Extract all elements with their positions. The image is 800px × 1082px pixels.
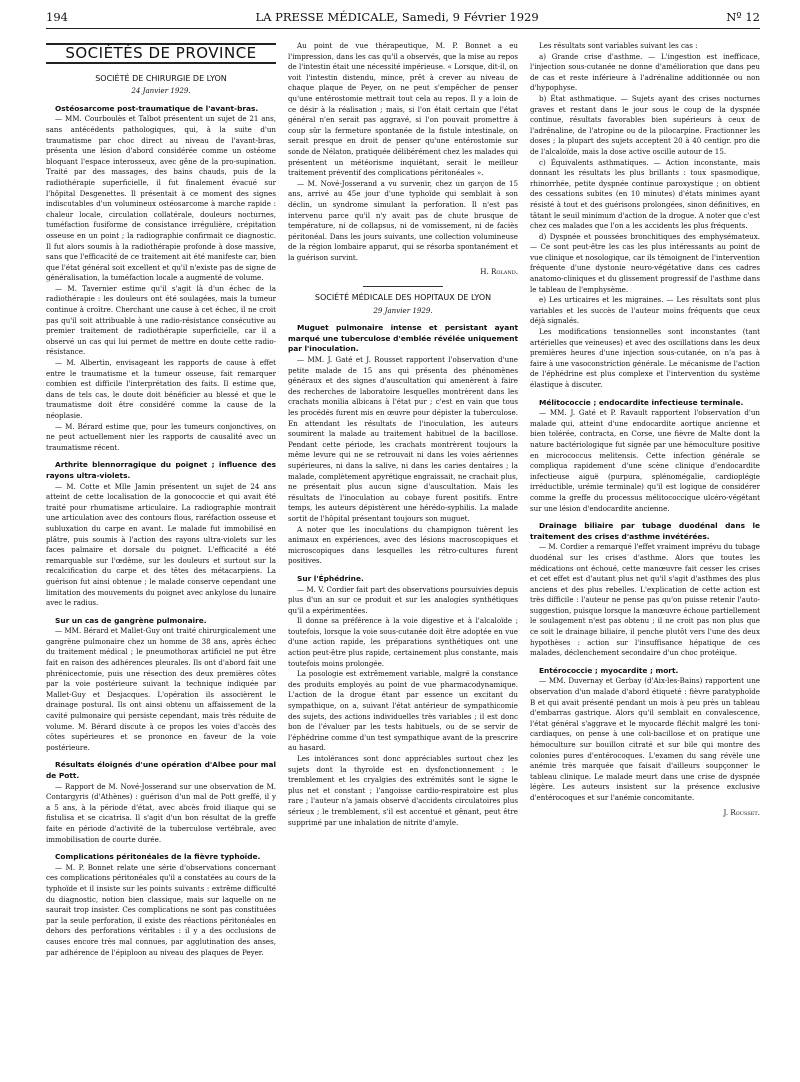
paragraph: — M. Bérard estime que, pour les tumeurs conjonctives, on ne peut actuellement nier les rapports de causalité avec un traumatisme récent. — [46, 421, 276, 452]
session-date: 24 Janvier 1929. — [131, 86, 191, 96]
paragraph: — MM. Duvernay et Gerbay (d'Aix-les-Bains) rapportent une observation d'un malade d'abord étiqueté : fièvre paratyphoïde B et qui avait présenté pendant un mois à peu près un tableau d'embarras gastrique. Alors qu'il semblait en convalescence, l'état général s'aggrave et le myocarde fléchit malgré les toni-cardiaques, on pense à une coli-bacillose et on pratique une hémoculture sur bouillon citraté et sur bile qui montre des colonies pures d'entérocoques. L'examen du sang révèle une anémie très marquée que faisait d'ailleurs soupçonner le tableau clinique. Le malade meurt dans une crise de dyspnée légère. Les auteurs insistent sur la présence exclusive d'entérocoques et sur l'anémie concomitante. — [530, 676, 760, 802]
paragraph: — M. V. Cordier fait part des observations poursuivies depuis plus d'un an sur ce produit et sur les analogies synthétiques qu'il a expérimentées. — [288, 584, 518, 615]
article-title: Arthrite blennorragique du poignet ; influence des rayons ultra-violets. — [46, 460, 276, 480]
signature: J. Rousset. — [723, 807, 760, 817]
paragraph: — MM. J. Gaté et J. Rousset rapportent l'observation d'une petite malade de 15 ans qui présenta des phénomènes généraux et des signes d'auscultation qui amenèrent à faire des recherches de laboratoire lesquelles montrèrent dans les crachats monilia albicans à l'état pur ; c'est en vain que tous les procédés furent mis en œuvre pour dépister la tuberculose. En attendant les résultats de l'inoculation, les auteurs soumirent la malade au traitement habituel de la bacillose. Pendant cette période, les crachats montrèrent toujours la même levure qui ne se retrouvait ni dans les voies aériennes supérieures, ni dans la salive, ni dans les caries dentaires ; la malade, complètement apyrétique engraissait, ne crachait plus, ne présentait plus aucun signe d'auscultation. Mais les résultats de l'inoculation au cobaye furent positifs. Entre temps, les auteurs dépistèrent une hérédo-syphilis. La malade sortit de l'hôpital présentant toujours son muguet. — [288, 355, 518, 523]
paragraph: — M. Cotte et Mlle Jamin présentent un sujet de 24 ans atteint de cette localisation de la gonococcie et qui avait été traité pour rhumatisme articulaire. La radiographie montrait une articulation avec des contours flous, raréfaction osseuse et subluxation du carpe en avant. Le malade fut immobilisé en plâtre, puis soumis à l'action des rayons ultra-violets sur les faces palmaire et dorsale du poignet. L'efficacité a été remarquable sur l'œdème, sur les douleurs et surtout sur la recalcification du carpe et des têtes des métacarpiens. La guérison fut ainsi obtenue ; le malade conserve cependant une limitation des mouvements du poignet avec ankylose du lunaire avec le radius. — [46, 481, 276, 608]
paragraph: — MM. Courboulès et Talbot présentent un sujet de 21 ans, sans antécédents pathologiques, qui, à la suite d'un traumatisme par choc direct au niveau de l'avant-bras, présenta une lésion d'abord considérée comme un ostéome bloquant l'espace interosseux, avec gêne de la pro-supination. Traité par des massages, des bains chauds, puis de la radiothérapie superficielle, il fut finalement évacué sur l'hôpital Desgenettes. Il présentait à ce moment des signes indiscutables d'un volumineux ostéosarcome à marche rapide : chaleur locale, circulation collatérale, douleurs nocturnes, tuméfaction fusiforme de consistance irrégulière, crépitation osseuse en un point ; la radiographie confirmait ce diagnostic. Il fut alors soumis à la radiothérapie profonde à dose massive, sans que l'efficacité de ce traitement ait été manifeste car, bien que l'état général soit excellent et qu'il n'existe pas de signe de généralisation, la tuméfaction locale a augmenté de volume. — [46, 114, 276, 283]
article-title: Muguet pulmonaire intense et persistant ayant marqué une tuberculose d'emblée révélée uniquement par l'inoculation. — [288, 323, 518, 354]
paragraph: c) Équivalents asthmatiques. — Action inconstante, mais donnant les résultats les plus brillants : toux spasmodique, rhinorrhée, petite dyspnée continue paroxystique ; on obtient des cessations subites (en 10 minutes) d'états minimes ayant résisté à tout et des guérisons prolongées, sinon définitives, en tâtant le seuil minimum d'action de la drogue. A noter que c'est chez ces malades que l'on a les accidents les plus fréquents. — [530, 157, 760, 231]
article-title: Résultats éloignés d'une opération d'Albee pour mal de Pott. — [46, 760, 276, 780]
paragraph: — M. Tavernier estime qu'il s'agit là d'un échec de la radiothérapie : les douleurs ont été soulagées, mais la tumeur continue à croître. Cherchant une cause à cet échec, il ne croit pas qu'il soit attribuable à une radio-résistance consécutive au premier traitement de radiothérapie superficielle, car il a observé un cas qui lui permet de mettre en doute cette radio-résistance. — [46, 283, 276, 357]
article-title: Ostéosarcome post-traumatique de l'avant-bras. — [55, 103, 259, 113]
running-head — [46, 10, 760, 29]
paragraph: — M. Nové-Josserand a vu survenir, chez un garçon de 15 ans, arrivé au 45e jour d'une typhoïde qui semblait à son déclin, un syndrome simulant la perforation. Il n'est pas intervenu parce qu'il n'y avait pas de chute brusque de température, ni de collapsus, ni de vomissement, ni de faciès péritonéal. Dans les jours suivants, une collection volumineuse de la région lombaire apparut, qui se résorba spontanément et la guérison survint. — [288, 178, 518, 262]
paragraph: Les résultats sont variables suivant les cas : — [539, 41, 698, 50]
journal-title: LA PRESSE MÉDICALE, Samedi, 9 Février 1929 — [255, 10, 539, 24]
paragraph: — M. P. Bonnet relate une série d'observations concernant ces complications péritonéales qu'il a constatées au cours de la typhoïde et il insiste sur les points suivants : extrême difficulté du diagnostic, notion bien classique, mais sur laquelle on ne saurait trop insister. Ces complications ne sont pas constituées par la seule perforation, il existe des réactions péritonéales en dehors des perforations véritables : il y a des occlusions de causes encore très mal connues, par agglutination des anses, par adhérence de l'épiploon au niveau des plaques de Peyer. — [46, 862, 276, 957]
paragraph: La posologie est extrêmement variable, malgré la constance des produits employés au point de vue pharmacodynamique. L'action de la drogue étant par essence un excitant du sympathique, on a, suivant l'état antérieur de sympathicomie des sujets, des actions individuelles très variables ; il est donc bon de l'évaluer par les tests habituels, ou de se servir de l'éphédrine comme d'un test sympathique avant de la prescrire au hasard. — [288, 669, 518, 753]
issue-number: Nº 12 — [726, 10, 760, 24]
paragraph: Au point de vue thérapeutique, M. P. Bonnet a eu l'impression, dans les cas qu'il a observés, que la mise au repos de l'intestin était une nécessité impérieuse. « Lorsque, dit-il, on voit l'intestin distendu, mince, prêt à crever au niveau de chaque plaque de Peyer, on ne peut s'empêcher de penser qu'une entérostomie mettrait tout cela au repos. Il y a loin de ce désir à la réalisation ; mais, si l'on était certain que l'état général n'en serait pas aggravé, si l'on pouvait promettre à coup sûr la fermeture spontanée de la fistule intestinale, on serait presque en droit de penser qu'une entérostomie sur sonde de Nélaton, pratiquée délibérément chez les malades qui présentent un météorisme inquiétant, serait le meilleur traitement préventif des complications péritonéales ». — [288, 41, 518, 178]
society-heading-hospitals: SOCIÉTÉ MÉDICALE DES HOPITAUX DE LYON — [314, 293, 492, 303]
paragraph: — MM. J. Gaté et P. Ravault rapportent l'observation d'un malade qui, atteint d'une endocardite aortique ancienne et bien tolérée, contracta, en Corse, une fièvre de Malte dont la nature bactériologique fut signée par une hémoculture positive en micrococcus melitensis. Cette infection générale se compliqua rapidement d'une scène clinique d'endocardite infectieuse aiguë (purpura, splénomégalie, cardioplégie irréductible, urémie terminale) qu'il est logique de considérer comme la greffe du processus mélitococcique ulcéro-végétant sur une lésion d'endocardite ancienne. — [530, 408, 760, 513]
paragraph: — M. Albertin, envisageant les rapports de cause à effet entre le traumatisme et la tumeur osseuse, fait remarquer combien est difficile l'interprétation des faits. Il estime que, dans de tels cas, le doute doit bénéficier au blessé et que le traumatisme doit être considéré comme la cause de la néoplasie. — [46, 358, 276, 420]
journal-page — [46, 10, 760, 1076]
column-1 — [46, 41, 276, 1071]
column-2 — [288, 41, 518, 1071]
paragraph: — M. Cordier a remarqué l'effet vraiment imprévu du tubage duodénal sur les crises d'asthme. Alors que toutes les médications ont échoué, cette manœuvre fait cesser les crises et cet effet est d'autant plus net qu'il s'agit d'asthmes des plus anciens et des plus rebelles. L'explication de cette action est très difficile : l'auteur ne pense pas qu'on puisse retenir l'auto-suggestion, puisque lorsque la manœuvre échoue partiellement le soulagement n'est pas obtenu ; il ne croit pas non plus que ce soit le drainage biliaire, il penche plutôt vers l'une des deux hypothèses : action sur l'insuffisance hépatique de ces malades, déclenchement secondaire d'un choc protéique. — [530, 542, 760, 658]
article-title: Complications péritonéales de la fièvre typhoïde. — [55, 852, 261, 862]
article-title: Drainage biliaire par tubage duodénal dans le traitement des crises d'asthme invétérées. — [530, 521, 760, 541]
session-date: 29 Janvier 1929. — [373, 305, 433, 315]
divider — [363, 286, 443, 287]
paragraph: b) État asthmatique. — Sujets ayant des crises nocturnes graves et restant dans le jour sous le coup de la dyspnée continue, résultats favorables bien supérieurs à ceux de l'adrénaline, de l'atropine ou de la pilocarpine. Fractionner les doses ; la plupart des sujets acceptent 20 à 40 centigr. pro die de l'alcaloïde, mais la dose active oscille autour de 15. — [530, 93, 760, 156]
society-heading-surgery: SOCIÉTÉ DE CHIRURGIE DE LYON — [95, 73, 227, 83]
paragraph: d) Dyspnée et poussées bronchitiques des emphysémateux. — Ce sont peut-être les cas les plus intéressants au point de vue clinique et nosologique, car ils témoignent de l'intervention fréquente d'une dystonie neuro-végétative dans ces cadres anatomo-cliniques et du glissement progressif de l'asthme dans le tableau de l'emphysème. — [530, 231, 760, 294]
page-number: 194 — [46, 10, 68, 24]
signature: H. Roland. — [480, 267, 518, 277]
column-3 — [530, 41, 760, 1071]
paragraph: a) Grande crise d'asthme. — L'ingestion est inefficace, l'injection sous-cutanée ne donne d'amélioration que dans peu de cas et reste inférieure à l'adrénaline additionnée ou non d'hypophyse. — [530, 51, 760, 93]
paragraph: e) Les urticaires et les migraines. — Les résultats sont plus variables et les succès de l'auteur moins fréquents que ceux déjà signalés. — [530, 295, 760, 326]
article-title: Sur l'Éphédrine. — [297, 573, 364, 583]
article-title: Mélitococcie ; endocardite infectieuse terminale. — [539, 397, 744, 407]
paragraph: Les modifications tensionnelles sont inconstantes (tant artérielles que veineuses) et avec des oscillations dans les deux premières heures d'une injection sous-cutanée, on n'a pas à faire à une vasoconstriction générale. Le mécanisme de l'action de l'éphédrine est plus complexe et l'intervention du système élastique à discuter. — [530, 327, 760, 389]
paragraph: — MM. Bérard et Mallet-Guy ont traité chirurgicalement une gangrène pulmonaire chez un homme de 38 ans, après échec du traitement médical ; le pneumothorax artificiel ne put être fait en raison des adhérences pleurales. Ils ont d'abord fait une phrénicectomie, puis une résection des deux premières côtes par la voie postérieure suivant la technique indiquée par Mallet-Guy et Desjacques. L'opération ils associèrent le drainage postural. Ils ont ainsi obtenu un affaissement de la cavité pulmonaire qui persiste cependant, mais très réduite de volume. M. Bérard discute à ce propos les voies d'accès des côtes supérieures et se prononce en faveur de la voie postérieure. — [46, 626, 276, 752]
article-title: Sur un cas de gangrène pulmonaire. — [55, 615, 207, 625]
columns — [46, 41, 760, 1071]
section-title: SOCIÉTÉS DE PROVINCE — [46, 43, 276, 64]
article-title: Entérococcie ; myocardite ; mort. — [539, 665, 679, 675]
paragraph: A noter que les inoculations du champignon tuèrent les animaux en expériences, avec des lésions macroscopiques et microscopiques dans lesquelles les rétro-cultures furent positives. — [288, 524, 518, 566]
paragraph: Il donne sa préférence à la voie digestive et à l'alcaloïde ; toutefois, lorsque la voie sous-cutanée doit être adoptée en vue d'une action rapide, les préparations synthétiques ont une action peut-être plus rapide, certainement plus constante, mais toutefois moins prolongée. — [288, 616, 518, 668]
paragraph: Les intolérances sont donc appréciables surtout chez les sujets dont la thyroïde est en dysfonctionnement : le tremblement et les cryalgies des extrémités sont le signe le plus net et constant ; l'angoisse cardio-respiratoire est plus rare ; l'auteur n'a jamais observé d'accidents circulatoires plus sérieux ; le tremblement, s'il est accentué et gênant, peut être supprimé par une inhalation de nitrite d'amyle. — [288, 754, 518, 827]
paragraph: — Rapport de M. Nové-Josserand sur une observation de M. Contargyris (d'Athènes) : guérison d'un mal de Pott greffé, il y a 5 ans, à la période d'état, avec abcès froid iliaque qui se fistulisa et se cicatrisa. Il s'agit d'un bon résultat de la greffe faite en période d'activité de la tuberculose vertébrale, avec immobilisation de courte durée. — [46, 781, 276, 844]
